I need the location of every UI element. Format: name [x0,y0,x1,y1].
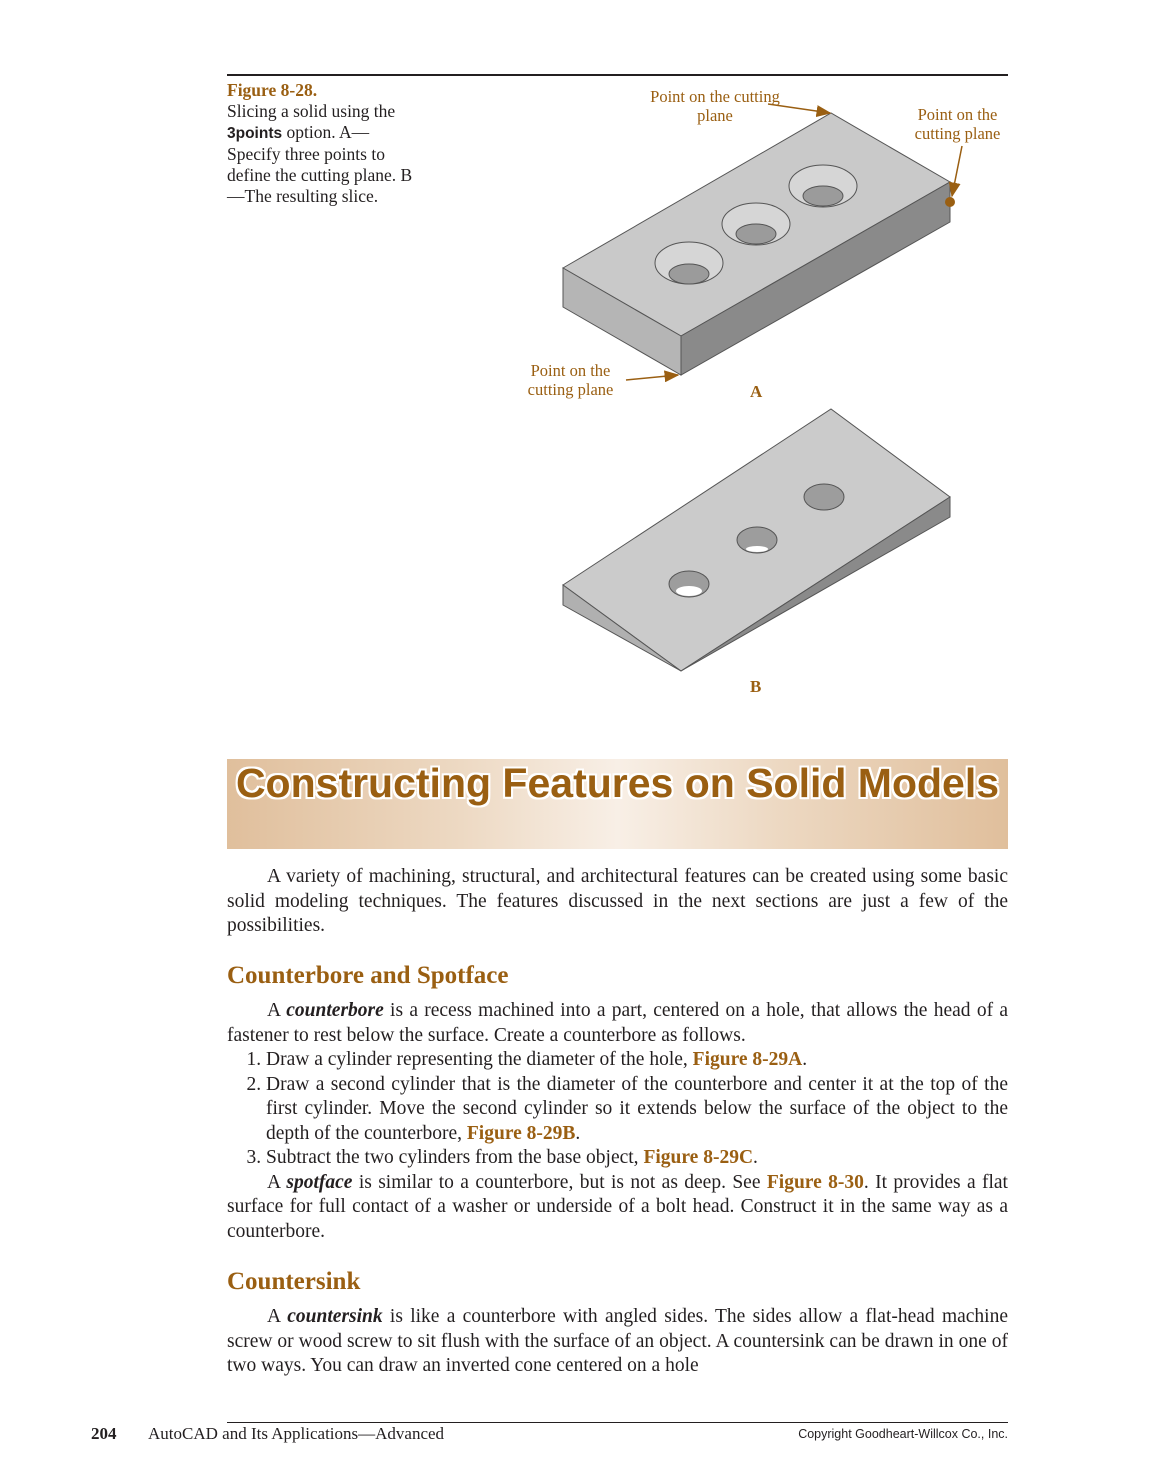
intro-text: A variety of machining, structural, and architectural features can be created using some basic solid modeling techniques. The features discussed in the next sections are just a few of the possibilities. [227,866,1008,936]
step-end: . [575,1122,581,1144]
page-number: 204 [91,1424,117,1443]
callout-right: Point on the cutting plane [914,105,1001,143]
spotface-paragraph [227,1171,1008,1245]
callout-bottom: Point on the cutting plane [527,361,614,399]
text: is like a counterbore with angled sides. The sides allow a flat-head machine screw or wood screw to sit flush with the surface of an object. A countersink can be drawn in one of two ways. You can draw an inverted cone centered on a hole [227,1306,1008,1376]
list-item [266,1146,1008,1171]
step-text: Draw a cylinder representing the diameter of the hole, [266,1049,693,1070]
caption-text-end: option. A—Specify three points to define the cutting plane. B—The resulting slice. [227,122,413,206]
copyright: Copyright Goodheart-Willcox Co., Inc. [798,1427,1008,1441]
figure-ref-link[interactable]: Figure 8-29A [692,1049,803,1070]
figure-b-slice [563,409,950,671]
footer-rule [227,1422,1008,1423]
book-title: AutoCAD and Its Applications—Advanced [148,1424,445,1443]
step-end: . [753,1147,758,1168]
heading-counterbore: Counterbore and Spotface [227,962,509,989]
callout-top: Point on the cutting plane [650,87,780,125]
term-countersink: countersink [287,1306,383,1327]
figure-label-b: B [750,677,762,696]
heading-countersink: Countersink [227,1268,361,1295]
figure-a-solid [563,113,955,375]
countersink-paragraph [227,1305,1008,1379]
step-text: Draw a second cylinder that is the diameter of the counterbore and center it at the top of the first cylinder. Move the second cylinder so it extends below the surface of the object to the depth of the counterbore, [266,1073,1008,1144]
text: A [267,1171,287,1193]
figure-label-a: A [750,382,763,401]
text: A [267,1306,288,1327]
caption-text: Slicing a solid using the [227,101,396,121]
counterbore-paragraph [227,999,1008,1048]
step-end: . [802,1049,808,1070]
list-item [266,1048,1008,1073]
counterbore-section [227,999,1008,1244]
figure-ref-link[interactable]: Figure 8-29B [466,1122,576,1144]
term-spotface: spotface [286,1171,353,1193]
figure-ref-link[interactable]: Figure 8-29C [643,1147,754,1168]
section-title: Constructing Features on Solid Models [235,760,1000,806]
step-text: Subtract the two cylinders from the base object, [266,1147,644,1168]
intro-paragraph [227,865,1008,939]
countersink-section [227,1305,1008,1379]
figure-ref-link[interactable]: Figure 8-30 [766,1171,864,1193]
text: . It provides a flat surface for full contact of a washer or underside of a bolt head. Construct it in the same way as a counterbore. [227,1171,1008,1242]
list-item [266,1073,1008,1147]
term-counterbore: counterbore [286,1000,384,1021]
caption-command: 3points [227,125,283,142]
text: is a recess machined into a part, centered on a hole, that allows the head of a fastener to rest below the surface. Create a counterbore as follows. [227,1000,1008,1046]
steps-list [227,1048,1008,1171]
text: is similar to a counterbore, but is not as deep. See [352,1171,767,1193]
figure-number: Figure 8-28. [227,80,318,100]
text: A [267,1000,287,1021]
section-banner [227,759,1008,849]
